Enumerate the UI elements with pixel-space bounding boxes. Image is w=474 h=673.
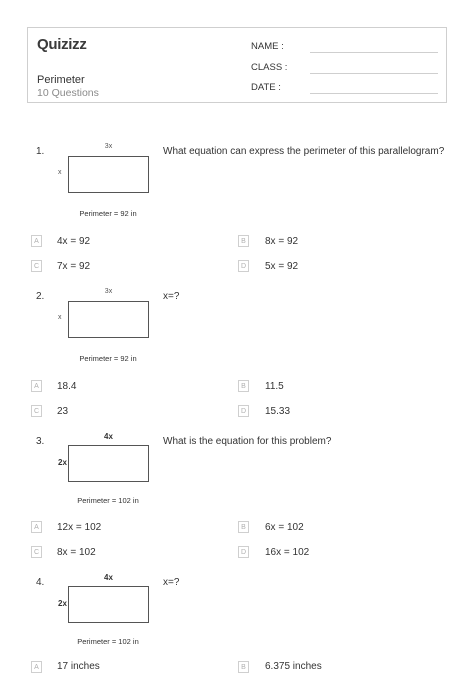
rectangle-shape (68, 156, 149, 193)
date-label: DATE : (251, 82, 281, 93)
option-d-letter[interactable]: D (238, 405, 249, 417)
rectangle-shape (68, 586, 149, 623)
option-a-text[interactable]: 17 inches (57, 661, 100, 672)
rectangle-shape (68, 445, 149, 482)
option-a-text[interactable]: 12x = 102 (57, 522, 102, 533)
date-field[interactable] (310, 93, 438, 94)
side-length-label: x (58, 314, 62, 321)
rectangle-diagram (56, 432, 160, 516)
option-d-text[interactable]: 16x = 102 (265, 547, 310, 558)
option-c-text[interactable]: 23 (57, 406, 69, 417)
perimeter-label: Perimeter = 92 in (79, 354, 137, 363)
class-label: CLASS : (251, 62, 288, 73)
question-text: What equation can express the perimeter of this parallelogram? (163, 146, 445, 157)
option-b-text[interactable]: 6.375 inches (265, 661, 322, 672)
option-c-text[interactable]: 8x = 102 (57, 547, 96, 558)
perimeter-label: Perimeter = 92 in (79, 209, 137, 218)
option-a-letter[interactable]: A (31, 661, 42, 673)
quizizz-logo: Quizizz (37, 36, 87, 53)
option-b-text[interactable]: 6x = 102 (265, 522, 304, 533)
top-length-label: 4x (104, 432, 113, 441)
name-field[interactable] (310, 52, 438, 53)
side-length-label: x (58, 169, 62, 176)
perimeter-label: Perimeter = 102 in (77, 496, 139, 505)
rectangle-diagram (56, 143, 160, 227)
top-length-label: 4x (104, 573, 113, 582)
option-c-letter[interactable]: C (31, 260, 42, 272)
option-a-letter[interactable]: A (31, 380, 42, 392)
rectangle-diagram (56, 573, 160, 657)
top-length-label: 3x (104, 288, 113, 295)
option-b-letter[interactable]: B (238, 235, 249, 247)
option-b-letter[interactable]: B (238, 661, 249, 673)
option-b-letter[interactable]: B (238, 521, 249, 533)
top-length-label: 3x (104, 143, 113, 150)
option-b-letter[interactable]: B (238, 380, 249, 392)
option-c-letter[interactable]: C (31, 405, 42, 417)
name-label: NAME : (251, 41, 284, 52)
option-b-text[interactable]: 8x = 92 (265, 236, 299, 247)
option-d-text[interactable]: 15.33 (265, 406, 291, 417)
side-length-label: 2x (58, 458, 67, 467)
question-number: 4. (36, 577, 45, 588)
rectangle-diagram (56, 288, 160, 372)
worksheet-title: Perimeter (37, 74, 85, 86)
rectangle-shape (68, 301, 149, 338)
side-length-label: 2x (58, 599, 67, 608)
option-d-text[interactable]: 5x = 92 (265, 261, 299, 272)
question-text: x=? (163, 577, 180, 588)
question-number: 1. (36, 146, 45, 157)
option-a-letter[interactable]: A (31, 521, 42, 533)
option-a-letter[interactable]: A (31, 235, 42, 247)
option-d-letter[interactable]: D (238, 260, 249, 272)
question-count: 10 Questions (37, 87, 99, 99)
option-c-text[interactable]: 7x = 92 (57, 261, 91, 272)
question-number: 2. (36, 291, 45, 302)
question-text: x=? (163, 291, 180, 302)
option-a-text[interactable]: 4x = 92 (57, 236, 91, 247)
worksheet-header (27, 27, 447, 103)
perimeter-label: Perimeter = 102 in (77, 637, 139, 646)
option-c-letter[interactable]: C (31, 546, 42, 558)
class-field[interactable] (310, 73, 438, 74)
option-d-letter[interactable]: D (238, 546, 249, 558)
question-text: What is the equation for this problem? (163, 436, 332, 447)
option-a-text[interactable]: 18.4 (57, 381, 77, 392)
option-b-text[interactable]: 11.5 (265, 381, 284, 392)
question-number: 3. (36, 436, 45, 447)
